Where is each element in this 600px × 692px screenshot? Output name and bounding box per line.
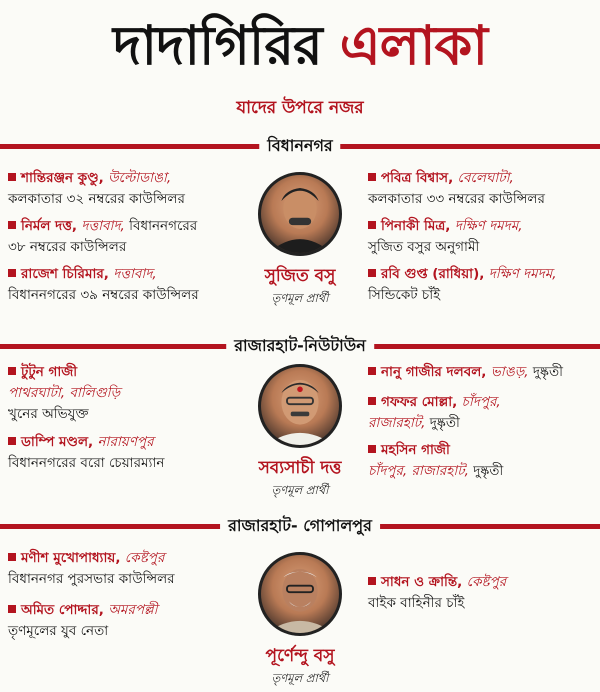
person-desc: খুনের অভিযুক্ত <box>8 406 89 422</box>
candidate-name: সুজিত বসু <box>264 266 336 286</box>
person-name: পবিত্র বিশ্বাস, <box>381 170 454 186</box>
list-item <box>368 264 557 306</box>
person-desc-inline: বিধাননগরের <box>129 218 198 234</box>
section-heading-3 <box>0 514 600 538</box>
candidate-portrait-3 <box>258 552 342 636</box>
list-item <box>8 362 120 425</box>
person-place: পাথরঘাটা, বালিগুড়ি <box>8 385 121 401</box>
list-item <box>368 440 503 482</box>
title-part-1: দাদাগিরির <box>113 14 322 77</box>
person-place: নারায়ণপুর <box>97 434 154 450</box>
person-desc: বিধাননগর পুরসভার কাউন্সিলর <box>8 571 175 587</box>
portrait-icon <box>261 367 339 445</box>
bullet-square-icon <box>368 221 376 229</box>
section-heading-2 <box>0 334 600 358</box>
person-desc: সিন্ডিকেট চাঁই <box>368 287 441 303</box>
person-desc-inline: দুষ্কৃতী <box>473 463 504 479</box>
person-place: দক্ষিণ দমদম, <box>454 218 523 234</box>
person-place: উল্টোডাঙা, <box>108 170 172 186</box>
person-name: টুটুন গাজী <box>21 364 78 380</box>
person-name: ডাম্পি মণ্ডল, <box>21 434 94 450</box>
bullet-square-icon <box>368 397 376 405</box>
list-item <box>368 216 523 258</box>
person-desc: কলকাতার ৩৩ নম্বরের কাউন্সিলর <box>368 191 545 207</box>
list-item <box>8 432 164 474</box>
person-place: কেষ্টপুর <box>124 550 165 566</box>
candidate-role: তৃণমূল প্রার্থী <box>271 483 329 497</box>
person-desc-inline: দুষ্কৃতী <box>429 415 460 431</box>
portrait-icon <box>261 555 339 633</box>
page-title <box>0 8 600 84</box>
person-place: দত্তাবাদ, <box>81 218 125 234</box>
section-heading-1 <box>0 134 600 158</box>
person-name: অমিত পোদ্দার, <box>21 602 104 618</box>
bullet-square-icon <box>8 221 16 229</box>
bullet-square-icon <box>8 437 16 445</box>
person-place: চাঁদপুর, রাজারহাট, <box>368 463 469 479</box>
portrait-icon <box>261 175 339 253</box>
bullet-square-icon <box>8 605 16 613</box>
bullet-square-icon <box>368 445 376 453</box>
person-desc: সুজিত বসুর অনুগামী <box>368 239 480 255</box>
list-item <box>8 600 157 642</box>
bullet-square-icon <box>368 577 376 585</box>
bullet-square-icon <box>8 269 16 277</box>
list-item <box>8 168 185 210</box>
person-place: অমরপল্লী <box>108 602 158 618</box>
person-place: বেলেঘাটা, <box>457 170 514 186</box>
candidate-role: তৃণমূল প্রার্থী <box>271 291 329 305</box>
bullet-square-icon <box>8 553 16 561</box>
person-name: নানু গাজীর দলবল, <box>381 364 487 380</box>
person-desc: কলকাতার ৩২ নম্বরের কাউন্সিলর <box>8 191 185 207</box>
list-item <box>368 362 563 383</box>
person-name: শান্তিরঞ্জন কুণ্ডু, <box>21 170 104 186</box>
person-name: মহসিন গাজী <box>381 442 450 458</box>
person-name: সাধন ও ক্রান্তি, <box>381 574 463 590</box>
list-item <box>368 168 545 210</box>
person-desc: বাইক বাহিনীর চাঁই <box>368 595 465 611</box>
person-name: পিনাকী মিত্র, <box>381 218 451 234</box>
person-name: রবি গুপ্ত (রাধিয়া), <box>381 266 485 282</box>
bullet-square-icon <box>8 367 16 375</box>
title-part-2: এলাকা <box>339 14 487 77</box>
section-heading-label: রাজারহাট- গোপালপুর <box>220 514 380 538</box>
person-desc: বিধাননগরের ৩৯ নম্বরের কাউন্সিলর <box>8 287 199 303</box>
person-name: রাজেশ চিরিমার, <box>21 266 109 282</box>
list-item <box>8 548 175 590</box>
candidate-name: সব্যসাচী দত্ত <box>258 458 342 478</box>
bullet-square-icon <box>368 173 376 181</box>
person-place: ভাঙড়, <box>490 364 529 380</box>
person-desc: ৩৮ নম্বরের কাউন্সিলর <box>8 239 127 255</box>
person-place: দত্তাবাদ, <box>113 266 157 282</box>
section-heading-label: রাজারহাট-নিউটাউন <box>226 334 374 358</box>
page-subtitle: যাদের উপরে নজর <box>236 98 364 118</box>
person-place: দক্ষিণ দমদম, <box>488 266 557 282</box>
bullet-square-icon <box>8 173 16 181</box>
candidate-role: তৃণমূল প্রার্থী <box>271 671 329 685</box>
person-desc-inline: দুষ্কৃতী <box>532 364 563 380</box>
list-item <box>368 392 501 434</box>
list-item <box>368 572 506 614</box>
candidate-portrait-1 <box>258 172 342 256</box>
person-place: চাঁদপুর, <box>461 394 501 410</box>
list-item <box>8 264 199 306</box>
bullet-square-icon <box>368 367 376 375</box>
section-heading-label: বিধাননগর <box>259 134 340 158</box>
person-name: নির্মল দত্ত, <box>21 218 78 234</box>
person-desc: বিধাননগরের বরো চেয়ারম্যান <box>8 455 165 471</box>
person-name: গফফর মোল্লা, <box>381 394 458 410</box>
person-name: মণীশ মুখোপাধ্যায়, <box>21 550 121 566</box>
person-place-2: রাজারহাট, <box>368 415 426 431</box>
bullet-square-icon <box>368 269 376 277</box>
person-place: কেষ্টপুর <box>466 574 507 590</box>
list-item <box>8 216 197 258</box>
person-desc: তৃণমূলের যুব নেতা <box>8 623 109 639</box>
candidate-portrait-2 <box>258 364 342 448</box>
candidate-name: পূর্ণেন্দু বসু <box>265 646 335 666</box>
